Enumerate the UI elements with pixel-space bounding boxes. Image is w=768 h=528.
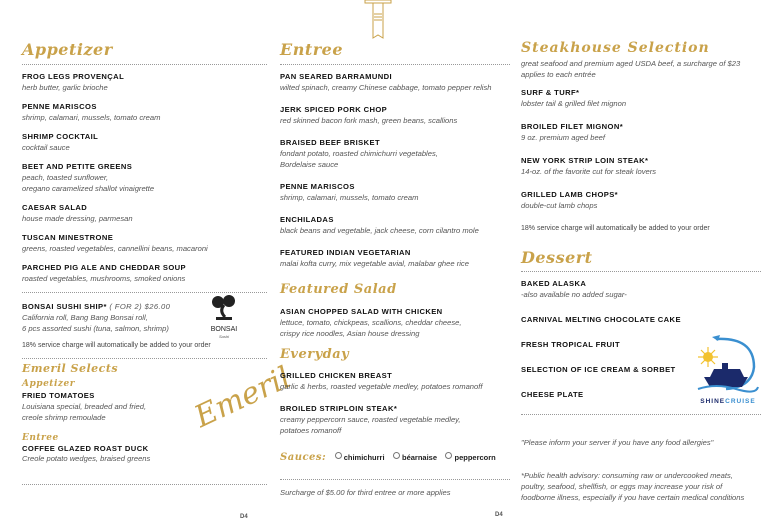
item-desc: herb butter, garlic brioche: [22, 83, 108, 92]
item-title: COFFEE GLAZED ROAST DUCK: [22, 444, 149, 453]
page-label: D4: [495, 512, 503, 518]
item-desc: Bordelaise sauce: [280, 160, 339, 169]
item-title: FROG LEGS PROVENÇAL: [22, 72, 125, 81]
salad-list: [280, 306, 510, 339]
menu-item: [280, 137, 510, 170]
item-desc: California roll, Bang Bang Bonsai roll,: [22, 313, 148, 322]
item-title: TUSCAN MINESTRONE: [22, 233, 114, 242]
ornament-icon: [364, 0, 392, 42]
health-advisory: [521, 470, 761, 503]
radio-icon[interactable]: [445, 452, 452, 459]
entree-heading: Entree: [280, 40, 344, 59]
item-desc: house made dressing, parmesan: [22, 214, 133, 223]
item-title: SHRIMP COCKTAIL: [22, 132, 99, 141]
emeril-heading: Emeril Selects: [22, 362, 119, 375]
menu-item: [22, 232, 267, 254]
item-title: PAN SEARED BARRAMUNDI: [280, 72, 393, 81]
item-title: BONSAI SUSHI SHIP*: [22, 302, 107, 311]
advisory-line: foodborne illness, especially if you have certain medical conditions: [521, 493, 745, 502]
item-title: PARCHED PIG ALE AND CHEDDAR SOUP: [22, 263, 186, 272]
item-title: ASIAN CHOPPED SALAD WITH CHICKEN: [280, 307, 443, 316]
logo-word: SHINE: [700, 398, 726, 405]
shine-cruise-logo: [696, 333, 760, 405]
item-desc: cocktail sauce: [22, 143, 70, 152]
item-title: BRAISED BEEF BRISKET: [280, 138, 380, 147]
divider: [22, 64, 267, 65]
service-note: 18% service charge will automatically be added to your order: [22, 342, 211, 349]
item-desc: malai kofta curry, mix vegetable avial, malabar ghee rice: [280, 259, 469, 268]
surcharge-note: Surcharge of $5.00 for third entree or more applies: [280, 488, 451, 497]
divider: [521, 414, 761, 415]
everyday-heading: Everyday: [280, 347, 350, 362]
item-title: GRILLED CHICKEN BREAST: [280, 371, 393, 380]
item-desc: shrimp, calamari, mussels, tomato cream: [280, 193, 419, 202]
advisory-line: *Public health advisory: consuming raw or undercooked meats,: [521, 471, 733, 480]
menu-item: [280, 306, 510, 339]
item-desc: roasted vegetables, mushrooms, smoked onions: [22, 274, 186, 283]
item-title: PENNE MARISCOS: [22, 102, 97, 111]
item-desc: fondant potato, roasted chimichurri vegetables,: [280, 149, 438, 158]
item-price: ( FOR 2) $26.00: [106, 302, 171, 311]
item-desc: oregano caramelized shallot vinaigrette: [22, 184, 155, 193]
appetizer-heading: Appetizer: [22, 40, 113, 59]
cruise-ship-icon: [696, 333, 760, 393]
divider: [280, 64, 510, 65]
steakhouse-intro: great seafood and premium aged USDA beef, a surcharge of $23: [521, 59, 741, 68]
item-desc: 9 oz. premium aged beef: [521, 133, 606, 142]
item-desc: shrimp, calamari, mussels, tomato cream: [22, 113, 161, 122]
sauces-label: Sauces:: [280, 452, 327, 463]
menu-item: [280, 214, 510, 236]
item-desc: potatoes romanoff: [280, 426, 342, 435]
item-title: SURF & TURF*: [521, 88, 580, 97]
item-title: CAESAR SALAD: [22, 203, 88, 212]
item-desc: black beans and vegetable, jack cheese, corn cilantro mole: [280, 226, 479, 235]
item-title: FEATURED INDIAN VEGETARIAN: [280, 248, 411, 257]
menu-item: [22, 161, 267, 194]
item-title: SELECTION OF ICE CREAM & SORBET: [521, 365, 676, 374]
steakhouse-intro: applies to each entrée: [521, 70, 596, 79]
item-title: NEW YORK STRIP LOIN STEAK*: [521, 156, 649, 165]
item-title: BEET AND PETITE GREENS: [22, 162, 133, 171]
service-note: 18% service charge will automatically be added to your order: [521, 225, 710, 232]
menu-item: [280, 181, 510, 203]
item-title: PENNE MARISCOS: [280, 182, 355, 191]
emeril-entree-label: Entree: [22, 433, 59, 443]
emeril-appetizer-label: Appetizer: [22, 379, 75, 389]
item-desc: red skinned bacon fork mash, green beans, scallions: [280, 116, 458, 125]
emeril-selects: [22, 360, 297, 464]
menu-item: [22, 101, 267, 123]
item-desc: lettuce, tomato, chickpeas, scallions, cheddar cheese,: [280, 318, 462, 327]
allergy-note: "Please inform your server if you have any food allergies": [521, 438, 714, 447]
item-desc: lobster tail & grilled filet mignon: [521, 99, 627, 108]
item-title: BROILED STRIPLOIN STEAK*: [280, 404, 398, 413]
menu-item: [521, 189, 761, 211]
menu-item: [22, 202, 267, 224]
divider: [22, 484, 267, 485]
item-title: JERK SPICED PORK CHOP: [280, 105, 388, 114]
salad-heading: Featured Salad: [280, 282, 397, 297]
radio-icon[interactable]: [335, 452, 342, 459]
sauce-option[interactable]: chimichurri: [343, 453, 385, 462]
emeril-signature-logo: Emeril: [189, 360, 297, 435]
entree-list: [280, 71, 510, 269]
menu-item: [280, 104, 510, 126]
item-desc: garlic & herbs, roasted vegetable medley, potatoes romanoff: [280, 382, 483, 391]
item-desc: 6 pcs assorted sushi (tuna, salmon, shrimp): [22, 324, 169, 333]
menu-item: [521, 87, 761, 109]
divider: [521, 271, 761, 272]
menu-item: [521, 121, 761, 143]
sauces-row: [280, 447, 510, 465]
item-title: CHEESE PLATE: [521, 390, 584, 399]
item-title: BAKED ALASKA: [521, 279, 587, 288]
item-desc: peach, toasted sunflower,: [22, 173, 109, 182]
dessert-heading: Dessert: [521, 248, 593, 267]
everyday-list: [280, 370, 510, 436]
steakhouse-heading: Steakhouse Selection: [521, 40, 710, 56]
page-label: D4: [240, 514, 248, 520]
divider: [22, 292, 267, 293]
item-desc: greens, roasted vegetables, cannellini beans, macaroni: [22, 244, 208, 253]
menu-item: [280, 247, 510, 269]
menu-item: [22, 71, 267, 93]
divider: [22, 358, 267, 359]
advisory-line: poultry, seafood, shellfish, or eggs may increase your risk of: [521, 482, 723, 491]
item-title: BROILED FILET MIGNON*: [521, 122, 624, 131]
menu-item: [280, 71, 510, 93]
steakhouse-list: [521, 87, 761, 211]
menu-item: [280, 403, 510, 436]
sauce-option[interactable]: béarnaise: [402, 453, 438, 462]
logo-word: CRUISE: [725, 398, 756, 405]
middle-column: [280, 40, 510, 498]
item-title: FRIED TOMATOES: [22, 391, 95, 400]
menu-item: [521, 314, 761, 325]
menu-item: [280, 370, 510, 392]
item-desc: Louisiana special, breaded and fried,: [22, 402, 147, 411]
left-column: [22, 40, 297, 485]
item-title: FRESH TROPICAL FRUIT: [521, 340, 620, 349]
item-title: GRILLED LAMB CHOPS*: [521, 190, 619, 199]
sauce-option[interactable]: peppercorn: [454, 453, 496, 462]
item-desc: creole shrimp remoulade: [22, 413, 106, 422]
right-column: [521, 38, 761, 503]
item-desc: 14-oz. of the favorite cut for steak lovers: [521, 167, 657, 176]
item-desc: wilted spinach, creamy Chinese cabbage, tomato pepper relish: [280, 83, 492, 92]
menu-item: [22, 131, 267, 153]
item-desc: creamy peppercorn sauce, roasted vegetable medley,: [280, 415, 461, 424]
item-desc: -also available no added sugar-: [521, 290, 627, 299]
item-desc: Creole potato wedges, braised greens: [22, 454, 151, 463]
item-title: ENCHILADAS: [280, 215, 334, 224]
appetizer-list: [22, 71, 267, 284]
item-title: CARNIVAL MELTING CHOCOLATE CAKE: [521, 315, 681, 324]
menu-item: [22, 262, 267, 284]
bonsai-item: [22, 301, 267, 339]
divider: [280, 479, 510, 480]
menu-item: [521, 278, 761, 300]
radio-icon[interactable]: [393, 452, 400, 459]
item-desc: crispy rice noodles, Asian house dressing: [280, 329, 420, 338]
bonsai-logo: BONSAI Sushi: [204, 295, 244, 339]
menu-item: [521, 155, 761, 177]
item-desc: double-cut lamb chops: [521, 201, 598, 210]
bonsai-tree-icon: [209, 295, 239, 321]
